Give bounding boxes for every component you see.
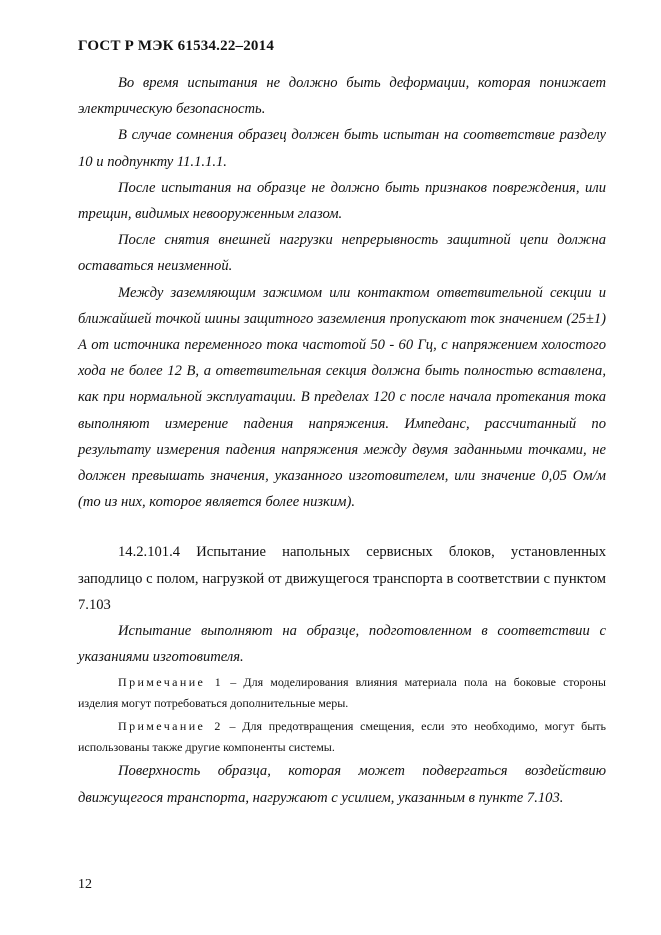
section-heading-14-2-101-4: 14.2.101.4 Испытание напольных сервисных блоков, установленных заподлицо с полом, нагрузкой от движущегося транспорта в соответствии с пунктом 7.103 xyxy=(78,544,606,613)
note-1 xyxy=(78,672,606,714)
document-body xyxy=(78,70,606,811)
note-1-text: – Для моделирования влияния материала пола на боковые стороны изделия могут потребоваться дополнительные меры. xyxy=(78,675,606,711)
note-1-label: Примечание 1 xyxy=(118,675,224,690)
paragraph-continuity: После снятия внешней нагрузки непрерывность защитной цепи должна оставаться неизменной. xyxy=(78,232,606,275)
paragraph-deformation: Во время испытания не должно быть деформации, которая понижает электрическую безопасность. xyxy=(78,75,606,118)
page-number: 12 xyxy=(78,877,92,892)
paragraph-current-test: Между заземляющим зажимом или контактом ответвительной секции и ближайшей точкой шины защитного заземления пропускают ток значением (25±1) А от источника переменного тока частотой 50 - 60 Гц, с напряжением холостого хода не более 12 В, а ответвительная секция должна быть полностью вставлена, как при нормальной эксплуатации. В пределах 120 с после начала протекания тока выполняют измерение падения напряжения. Импеданс, рассчитанный по результату измерения падения напряжения между двумя заданными точками, не должен превышать значения, указанного изготовителем, или значение 0,05 Ом/м (то из них, которое является более низким). xyxy=(78,284,606,511)
section-gap xyxy=(78,515,606,539)
paragraph-load-surface: Поверхность образца, которая может подвергаться воздействию движущегося транспорта, нагружают с усилием, указанным в пункте 7.103. xyxy=(78,763,606,806)
document-header: ГОСТ Р МЭК 61534.22–2014 xyxy=(78,38,275,54)
paragraph-sample-prep: Испытание выполняют на образце, подготовленном в соответствии с указаниями изготовителя. xyxy=(78,623,606,666)
note-2 xyxy=(78,716,606,758)
note-2-label: Примечание 2 xyxy=(118,719,223,734)
note-2-text: – Для предотвращения смещения, если это необходимо, могут быть использованы также другие компоненты системы. xyxy=(78,719,607,755)
paragraph-damage: После испытания на образце не должно быть признаков повреждения, или трещин, видимых невооруженным глазом. xyxy=(78,179,606,223)
paragraph-doubt: В случае сомнения образец должен быть испытан на соответствие разделу 10 и подпункту 11.1.1.1. xyxy=(78,127,606,170)
